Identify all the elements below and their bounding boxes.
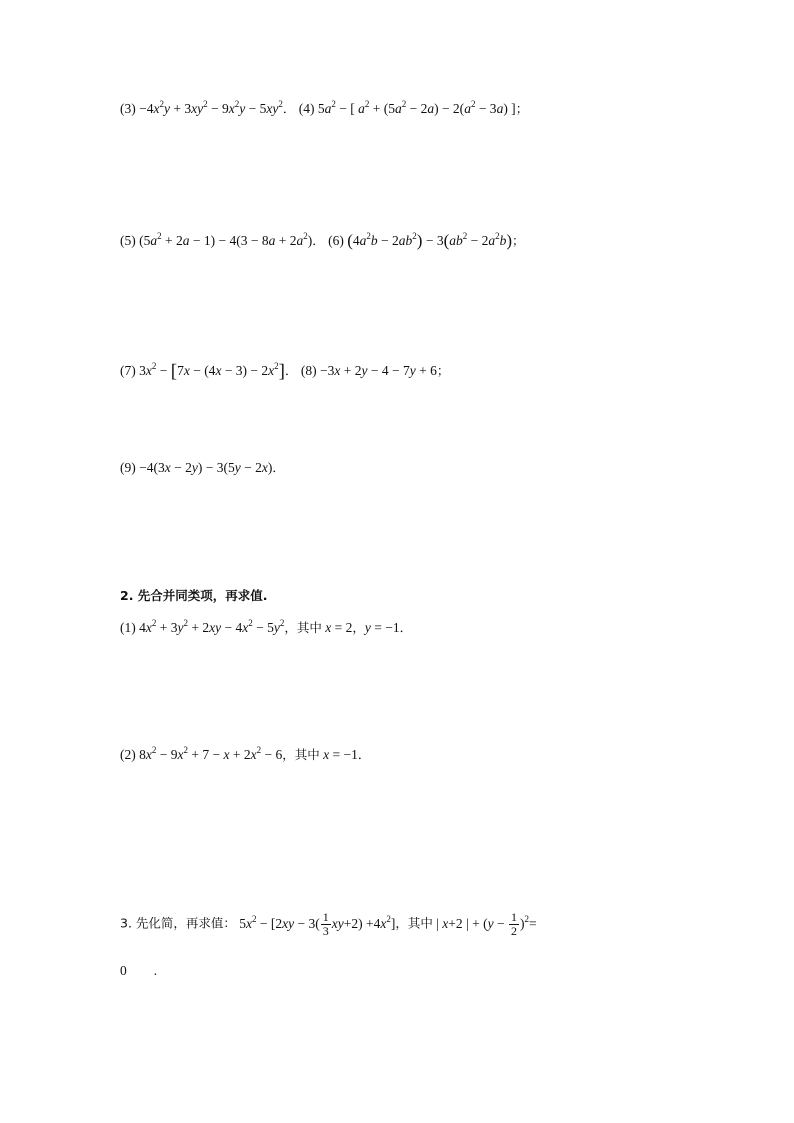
problem-7-label: (7) — [120, 363, 136, 378]
problem-4-label: (4) — [298, 101, 315, 116]
s2-q2-label: (2) — [120, 747, 136, 762]
problem-9-label: (9) — [120, 460, 136, 475]
problem-9-expression: −4(3x − 2y) − 3(5y − 2x) — [139, 460, 273, 475]
s2-q1-condition: ，其中 — [284, 620, 322, 635]
section-3-line-1 — [120, 911, 537, 938]
s3-constraint: | x+2 | + (y − $\frac{1}{2}$ )$^2$= — [436, 910, 537, 938]
problem-5-expression: $(5a^2 + 2a - 1) - 4(3 - 8a + 2a^2)$ — [139, 231, 313, 248]
s2-q2-expression: $8x^2 - 9x^2 + 7 - x + 2x^2 - 6$ — [139, 745, 283, 762]
problem-8-label: (8) — [300, 363, 317, 378]
s2-q2-condition: ，其中 — [282, 747, 320, 762]
problem-6-expression: $(4a^2b - 2ab^2) - 3(ab^2 - 2a^2b)$ — [347, 231, 513, 250]
s2-q1-values: x = 2 — [325, 620, 353, 635]
problem-row-7-8: (7) $3x^2 - [7x - (4x - 3) - 2x^2]$． (8) −3x + 2y − 4 − 7y + 6； — [120, 361, 450, 382]
problem-5-label: (5) — [120, 233, 136, 248]
problem-3-label: (3) — [120, 101, 136, 116]
problem-6-label: (6) — [328, 233, 344, 248]
section-2-title: 2. 先合并同类项，再求值. — [120, 588, 268, 603]
s3-expression: $5x^2 - [2xy - 3$( $\frac{1}{3}$ $xy+2) +4x^2$] — [239, 910, 396, 938]
s2-q1-label: (1) — [120, 620, 136, 635]
section-3-line-2: 0 . — [120, 963, 158, 978]
problem-4-expression: $5a^2$ − [ $a^2 + (5a^2 - 2a) - 2(a^2 - 3a)$ ] — [317, 99, 516, 116]
s3-condition: ，其中 — [395, 915, 433, 931]
problem-row-9: (9) −4(3x − 2y) − 3(5y − 2x)． — [120, 460, 285, 475]
section-2-question-1: (1) $4x^2 + 3y^2 + 2xy - 4x^2 - 5y^2$，其中 x = 2，y = −1． — [120, 618, 413, 635]
problem-3-expression: $-4x^2y + 3xy^2 - 9x^2y - 5xy^2$ — [139, 99, 283, 116]
s2-q1-expression: $4x^2 + 3y^2 + 2xy - 4x^2 - 5y^2$ — [139, 618, 285, 635]
section-3-title: 3. 先化简，再求值： — [120, 915, 236, 931]
problem-row-5-6: (5) $(5a^2 + 2a - 1) - 4(3 - 8a + 2a^2)$． (6) $(4a^2b - 2ab^2) - 3(ab^2 - 2a^2b)$； — [120, 231, 525, 250]
section-2-question-2: (2) $8x^2 - 9x^2 + 7 - x + 2x^2 - 6$，其中 x = −1． — [120, 745, 371, 762]
problem-8-expression: −3x + 2y − 4 − 7y + 6 — [320, 363, 437, 378]
problem-7-expression: $3x^2 - [7x - (4x - 3) - 2x^2]$ — [139, 361, 285, 382]
problem-row-3-4: $(3) -4x^2y + 3xy^2 - 9x^2y - 5xy^2$． (4) $5a^2$ − [ $a^2 + (5a^2 - 2a) - 2(a^2 - 3a)$ ]； — [120, 99, 529, 116]
fraction-one-half: $\frac{1}{2}$ — [510, 910, 517, 938]
fraction-one-third: $\frac{1}{3}$ — [322, 910, 329, 938]
s2-q2-values: x = −1 — [323, 747, 358, 762]
